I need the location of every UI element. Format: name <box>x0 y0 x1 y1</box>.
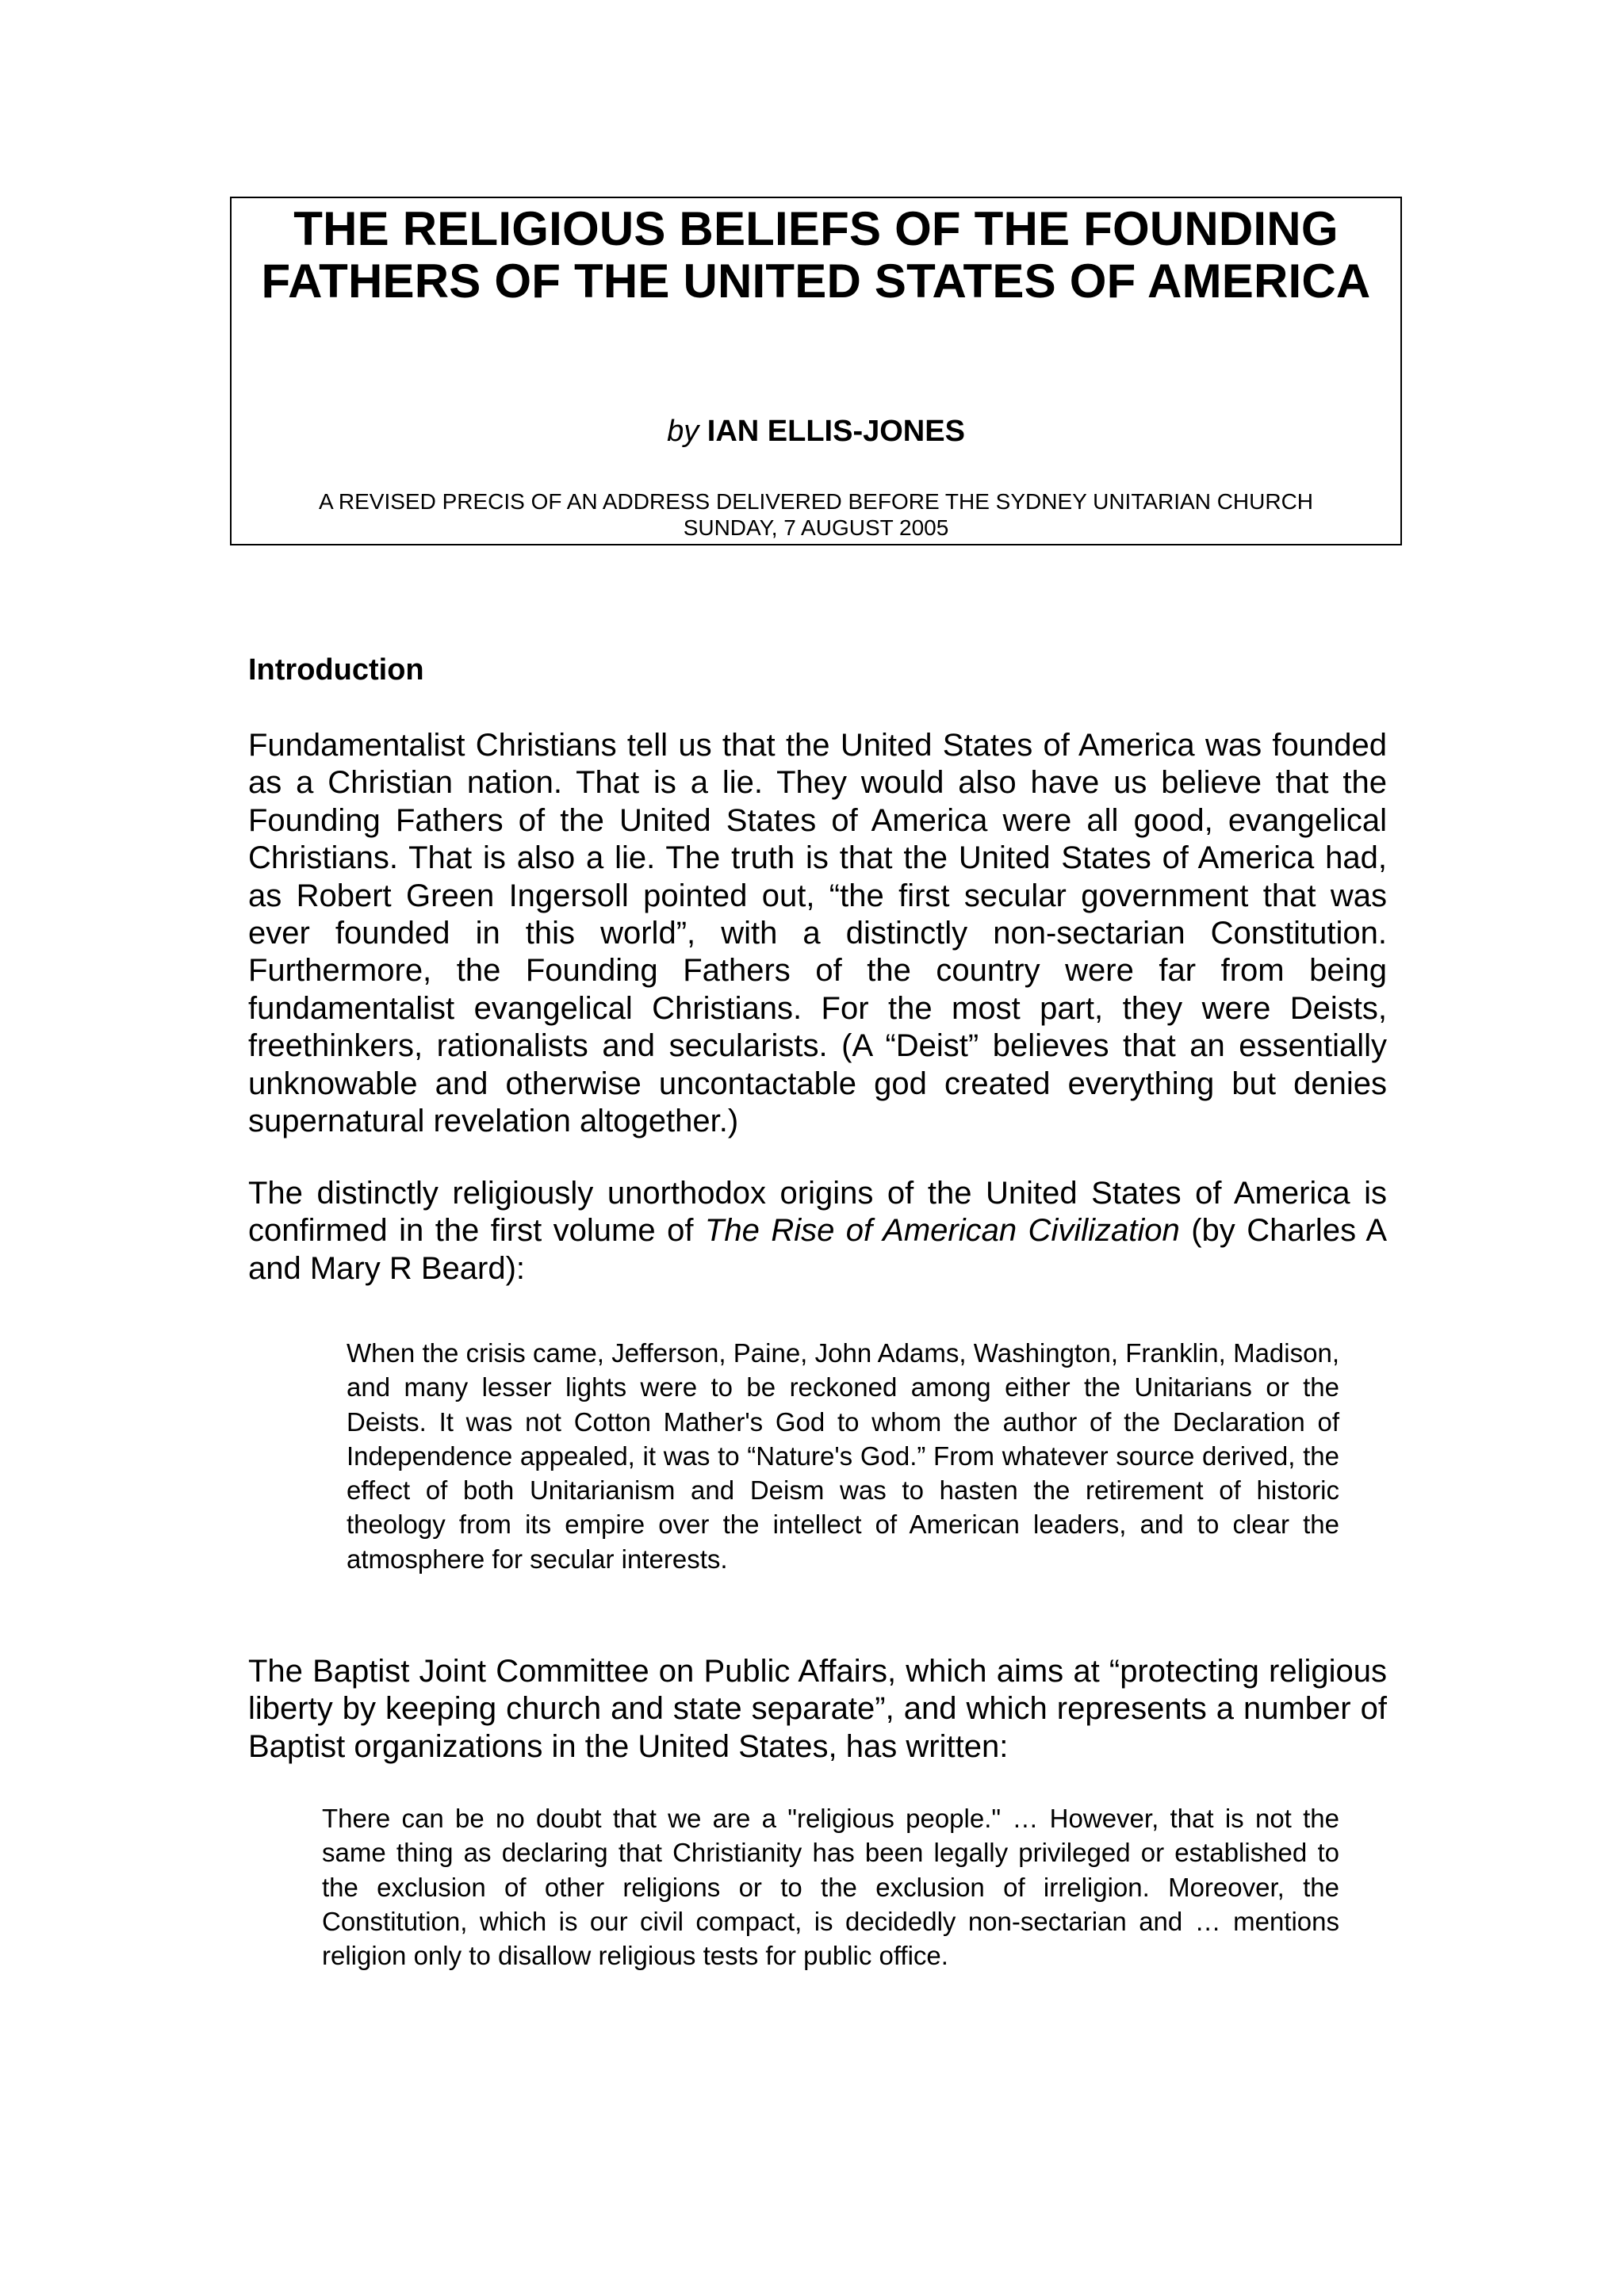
paragraph-2-text-after: (by Charles A and Mary R Beard): <box>248 1213 1388 1286</box>
title-box <box>230 197 1402 545</box>
paragraph-3: The Baptist Joint Committee on Public Affairs, which aims at “protecting religious liberty by keeping church and state separate”, and which represents a number of Baptist organizations in the United States, has written: <box>248 1654 1387 1764</box>
paragraph-2 <box>248 1175 1387 1288</box>
document-title: THE RELIGIOUS BELIEFS OF THE FOUNDING FATHERS OF THE UNITED STATES OF AMERICA <box>261 202 1371 308</box>
section-heading-introduction: Introduction <box>248 653 424 687</box>
paragraph-2-text-before: The distinctly religiously unorthodox origins of the United States of America is confirmed in the first volume of <box>248 1176 1387 1249</box>
book-title: The Rise of American Civilization <box>704 1213 1180 1249</box>
delivery-line-2: SUNDAY, 7 AUGUST 2005 <box>683 515 949 540</box>
byline-prefix: by <box>667 415 699 448</box>
paragraph-1: Fundamentalist Christians tell us that the United States of America was founded as a Christian nation. That is a lie. They would also have us believe that the Founding Fathers of the United States of America were all good, evangelical Christians. That is also a lie. The truth is that the United States of America had, as Robert Green Ingersoll pointed out, “the first secular government that was ever founded in this world”, with a distinctly non-sectarian Constitution. Furthermore, the Founding Fathers of the country were far from being fundamentalist evangelical Christians. For the most part, they were Deists, freethinkers, rationalists and secularists. (A “Deist” believes that an essentially unknowable and otherwise uncontactable god created everything but denies supernatural revelation altogether.) <box>248 728 1387 1139</box>
block-quote-baptist: There can be no doubt that we are a "religious people." … However, that is not the same thing as declaring that Christianity has been legally privileged or established to the exclusion of other religions or to the exclusion of irreligion. Moreover, the Constitution, which is our civil compact, is decidedly non-sectarian and … mentions religion only to disallow religious tests for public office. <box>322 1804 1339 1971</box>
byline <box>232 414 1400 449</box>
block-quote-beard: When the crisis came, Jefferson, Paine, John Adams, Washington, Franklin, Madison, and many lesser lights were to be reckoned among either the Unitarians or the Deists. It was not Cotton Mather's God to whom the author of the Declaration of Independence appealed, it was to “Nature's God.” From whatever source derived, the effect of both Unitarianism and Deism was to hasten the retirement of historic theology from its empire over the intellect of American leaders, and to clear the atmosphere for secular interests. <box>347 1338 1339 1574</box>
delivery-note <box>232 488 1400 541</box>
delivery-line-1: A REVISED PRECIS OF AN ADDRESS DELIVERED BEFORE THE SYDNEY UNITARIAN CHURCH <box>318 489 1314 514</box>
author-name: IAN ELLIS-JONES <box>707 415 965 448</box>
